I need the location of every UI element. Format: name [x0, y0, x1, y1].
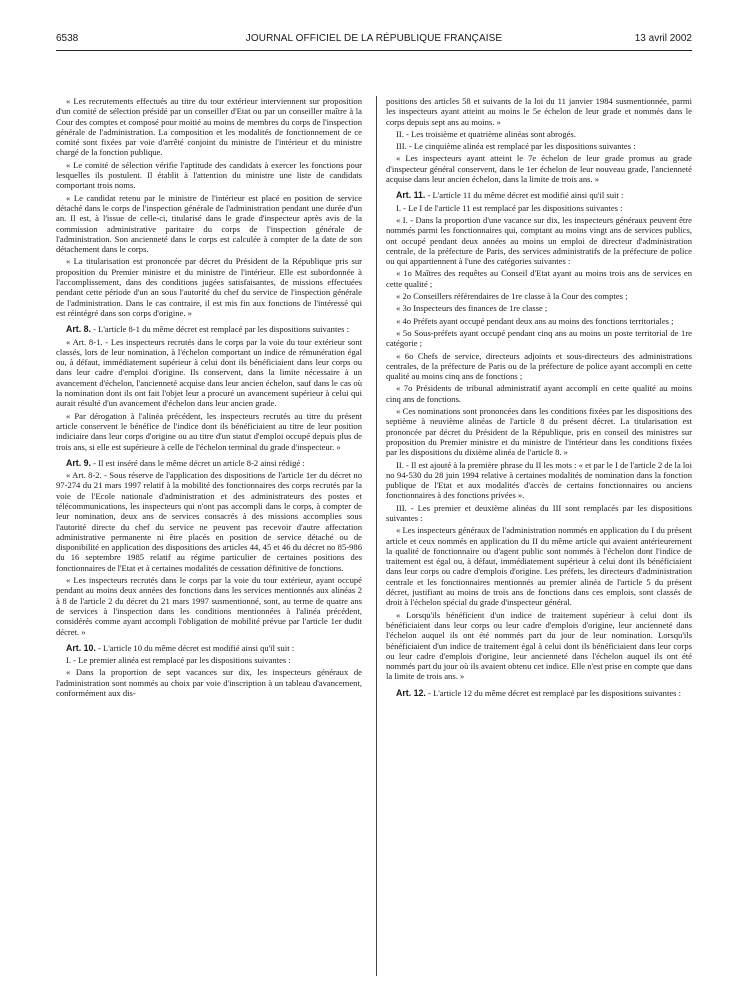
page-number: 6538 — [56, 33, 79, 44]
paragraph-text: « Les inspecteurs recrutés dans le corps par la voie du tour extérieur, ayant occupé pendant au moins deux années des fonctions dans les services mentionnés aux alinéas 2 à 8 de l'article 2 du décret du 21 mars 1997 susmentionné, sont, au terme de quatre ans de services à l'inspection dans les conditions mentionnées à l'alinéa précédent, considérés comme ayant accompli l'obligation de mobilité prévue par l'article 1er dudit décret. » — [56, 575, 362, 637]
paragraph-text: « 3o Inspecteurs des finances de 1re classe ; — [396, 303, 548, 314]
paragraph — [386, 303, 692, 313]
paragraph-text: « Le comité de sélection vérifie l'aptitude des candidats à exercer les fonctions pour lesquelles ils postulent. Il établit à l'attention du ministre une liste de candidats comportant trois noms. — [56, 159, 362, 191]
paragraph-text: « Ces nominations sont prononcées dans les conditions fixées par les dispositions des septième à neuvième alinéas de l'article 8 du présent décret. La titularisation est prononcée par décret du Président de la République, pris en conseil des ministres sur proposition du Premier ministre et du ministre de l'intérieur dans les conditions fixées par les dispositions du dixième alinéa de l'article 8. » — [386, 406, 692, 458]
paragraph-text: II. - Il est ajouté à la première phrase du II les mots : « et par le I de l'article 2 de la loi no 94-530 du 28 juin 1994 relative à certaines modalités de nomination dans la fonction publique de l'Etat et aux modalités d'accès de certains fonctionnaires ou anciens fonctionnaires à des fonctions privées ». — [386, 459, 692, 501]
paragraph — [386, 610, 692, 682]
paragraph — [56, 458, 362, 468]
paragraph — [56, 470, 362, 573]
paragraph-text: « Par dérogation à l'alinéa précédent, les inspecteurs recrutés au titre du présent article conservent le bénéfice de l'indice dont ils bénéficiaient au titre de leur position indiciaire dans leur corps d'origine ou au titre d'un statut d'emploi occupé depuis plus de trois ans, si elle est supérieure à celle de l'échelon terminal du grade d'inspecteur. » — [56, 410, 362, 452]
paragraph-text: « 4o Préfets ayant occupé pendant deux ans au moins des fonctions territoriales ; — [396, 315, 674, 326]
article-label: Art. 12. — [396, 687, 426, 698]
paragraph — [386, 383, 692, 404]
paragraph — [56, 667, 362, 698]
paragraph-text: - L'article 10 du même décret est modifié ainsi qu'il suit : — [95, 642, 295, 653]
paragraph — [386, 190, 692, 200]
paragraph-text: « 5o Sous-préfets ayant occupé pendant cinq ans au moins un poste territorial de 1re catégorie ; — [386, 327, 692, 349]
paragraph-text: « 7o Présidents de tribunal administratif ayant accompli en cette qualité au moins cinq ans de fonctions. — [386, 383, 692, 404]
paragraph-text: « Art. 8-1. - Les inspecteurs recrutés dans le corps par la voie du tour extérieur sont classés, lors de leur nomination, à l'échelon comportant un indice de rémunération égal ou, à défaut, immédiatement supérieur à celui dont ils bénéficiaient dans leur corps ou dans leur cadre d'emploi d'origine. Ils conservent, dans la limite nécessaire à un avancement d'échelon, l'ancienneté acquise dans leur ancien échelon, sauf dans le cas où la nomination dont ils ont fait l'objet leur a procuré un avancement supérieur à celui qui aurait résulté d'un avancement d'échelon dans leur ancien grade. — [56, 336, 362, 409]
paragraph — [56, 96, 362, 158]
publication-date: 13 avril 2002 — [634, 33, 692, 44]
paragraph-text: - L'article 12 du même décret est remplacé par les dispositions suivantes : — [425, 687, 682, 698]
paragraph-text: « Les inspecteurs ayant atteint le 7e échelon de leur grade promus au grade d'inspecteur général conservent, dans le 1er échelon de leur nouveau grade, l'ancienneté acquise dans leur ancien échelon, dans la limite de trois ans. » — [386, 153, 692, 185]
paragraph-text: - Il est inséré dans le même décret un article 8-2 ainsi rédigé : — [90, 457, 305, 468]
paragraph-text: I. - Le I de l'article 11 est remplacé par les dispositions suivantes : — [396, 202, 623, 213]
paragraph-text: « I. - Dans la proportion d'une vacance sur dix, les inspecteurs généraux peuvent être nommés parmi les fonctionnaires qui, comptant au moins vingt ans de services publics, ont occupé pendant deux années au moins un emploi de directeur d'administration centrale, de la préfecture de Paris, des services administratifs de la préfecture de police ou qui appartiennent à l'une des catégories suivantes : — [386, 214, 692, 267]
paragraph-text: « Les inspecteurs généraux de l'administration nommés en application du I du présent article et ceux nommés en application du II du même article qui avaient antérieurement la qualité de fonctionnaire ou d'agent public sont nommés à l'échelon dont l'indice de traitement est égal ou, à défaut, immédiatement supérieur à celui dont ils bénéficiaient dans leur corps ou cadre d'emplois d'origine. Les préfets, les directeurs d'administration centrale et les fonctionnaires mentionnés au premier alinéa de l'article 5 du présent décret, justifiant au moins de trois ans de fonctions dans ces emplois, sont classés de droit à l'échelon spécial du grade d'inspecteur général. — [386, 525, 692, 608]
paragraph — [386, 268, 692, 289]
article-label: Art. 10. — [66, 642, 96, 653]
paragraph-text: - L'article 11 du même décret est modifié ainsi qu'il suit : — [425, 190, 624, 201]
article-label: Art. 11. — [396, 190, 426, 201]
paragraph-text: « La titularisation est prononcée par décret du Président de la République pris sur proposition du Premier ministre et du ministre de l'intérieur. Elle est subordonnée à l'accomplissement, dans des conditions jugées satisfaisantes, de missions effectuées pendant cette période d'un an sous l'autorité du chef du service de l'inspection générale de l'administration. Dans le cas contraire, il est mis fin aux fonctions de l'intéressé qui est réintégré dans son corps d'origine. » — [56, 256, 362, 318]
article-label: Art. 9. — [66, 457, 91, 468]
right-column — [386, 96, 692, 700]
paragraph-text: III. - Le cinquième alinéa est remplacé par les dispositions suivantes : — [396, 141, 636, 152]
paragraph — [386, 153, 692, 184]
paragraph — [56, 575, 362, 637]
paragraph-text: - L'article 8-1 du même décret est remplacé par les dispositions suivantes : — [90, 324, 350, 335]
paragraph — [386, 129, 692, 139]
paragraph — [386, 406, 692, 457]
paragraph — [56, 193, 362, 255]
paragraph-text: II. - Les troisième et quatrième alinéas sont abrogés. — [396, 128, 576, 139]
paragraph — [386, 215, 692, 266]
paragraph — [386, 460, 692, 501]
paragraph-text: « Dans la proportion de sept vacances sur dix, les inspecteurs généraux de l'administration sont nommés au choix par voie d'inscription à un tableau d'avancement, conformément aux dis- — [56, 667, 362, 699]
paragraph — [56, 655, 362, 665]
journal-title: JOURNAL OFFICIEL DE LA RÉPUBLIQUE FRANÇAISE — [245, 33, 503, 44]
paragraph-text: III. - Les premier et deuxième alinéas du III sont remplacés par les dispositions suivantes : — [386, 502, 692, 523]
paragraph — [386, 316, 692, 326]
paragraph — [386, 203, 692, 213]
paragraph — [386, 291, 692, 301]
paragraph — [386, 328, 692, 349]
paragraph — [386, 96, 692, 127]
paragraph-text: I. - Le premier alinéa est remplacé par les dispositions suivantes : — [66, 655, 291, 666]
left-column — [56, 96, 362, 700]
paragraph — [56, 337, 362, 409]
paragraph — [386, 351, 692, 382]
column-divider — [376, 96, 377, 976]
paragraph — [56, 643, 362, 653]
paragraph — [386, 688, 692, 698]
paragraph-text: « 2o Conseillers référendaires de 1re classe à la Cour des comptes ; — [396, 291, 628, 302]
paragraph-text: « Le candidat retenu par le ministre de l'intérieur est placé en position de service détaché dans le corps de l'inspection générale de l'administration pendant une durée d'un an. Il est, à l'issue de celle-ci, titularisé dans le grade d'inspecteur après avis de la commission administrative paritaire du corps de l'inspection générale de l'administration. Son ancienneté dans le corps est calculée à compter de la date de son détachement dans le corps. — [56, 192, 362, 255]
paragraph — [56, 324, 362, 334]
paragraph — [386, 503, 692, 524]
paragraph — [56, 160, 362, 191]
paragraph-text: positions des articles 58 et suivants de la loi du 11 janvier 1984 susmentionnée, parmi les inspecteurs ayant atteint au moins le 5e échelon de leur grade et nommés dans le corps depuis sept ans au moins. » — [386, 96, 692, 127]
paragraph-text: « Les recrutements effectués au titre du tour extérieur interviennent sur proposition d'un comité de sélection présidé par un conseiller d'Etat ou par un conseiller maître à la Cour des comptes et composé pour moitié au moins de membres du corps de l'inspection générale de l'administration. La composition et les modalités de fonctionnement de ce comité sont fixées par voie d'arrêté conjoint du ministre de l'intérieur et du ministre chargé de la fonction publique. — [56, 96, 362, 158]
paragraph-text: « Art. 8-2. - Sous réserve de l'application des dispositions de l'article 1er du décret no 97-274 du 21 mars 1997 relatif à la mobilité des fonctionnaires des corps recrutés par la voie de l'Ecole nationale d'administration et des administrateurs des postes et télécommunications, les inspecteurs qui n'ont pas accompli dans le corps, à compter de leur nomination, deux ans de services consacrés à des missions accomplies sous l'autorité directe du chef du service ne peuvent pas recevoir d'autre affectation administrative permanente ni être placés en position de service détaché ou de disponibilité en application des dispositions des articles 44, 45 et 46 du décret no 85-986 du 16 septembre 1985 relatif au régime particulier de certaines positions des fonctionnaires de l'Etat et à certaines modalités de cessation définitive de fonctions. — [56, 470, 362, 573]
paragraph-text: « 6o Chefs de service, directeurs adjoints et sous-directeurs des administrations centrales, de la préfecture de Paris ou de la préfecture de police ayant accompli en cette qualité au moins cinq ans de fonctions ; — [386, 350, 692, 382]
paragraph — [386, 525, 692, 607]
article-label: Art. 8. — [66, 324, 91, 335]
paragraph-text: « 1o Maîtres des requêtes au Conseil d'Etat ayant au moins trois ans de services en cette qualité ; — [386, 268, 692, 289]
paragraph — [56, 411, 362, 452]
header-rule — [56, 50, 692, 51]
paragraph — [386, 141, 692, 151]
paragraph-text: « Lorsqu'ils bénéficient d'un indice de traitement supérieur à celui dont ils bénéficiaient dans leur corps ou leur cadre d'emplois d'origine, leur ancienneté dans l'échelon auquel ils ont été nommés part du jour de leur nomination. Lorsqu'ils bénéficiaient d'un indice de traitement égal à celui dont ils bénéficiaient dans leur corps ou leur cadre d'emplois d'origine, leur ancienneté dans l'échelon auquel ils ont été nommés part du jour où ils avaient obtenu cet indice. Elle n'est prise en compte que dans la limite de trois ans. » — [386, 609, 692, 682]
paragraph — [56, 256, 362, 318]
